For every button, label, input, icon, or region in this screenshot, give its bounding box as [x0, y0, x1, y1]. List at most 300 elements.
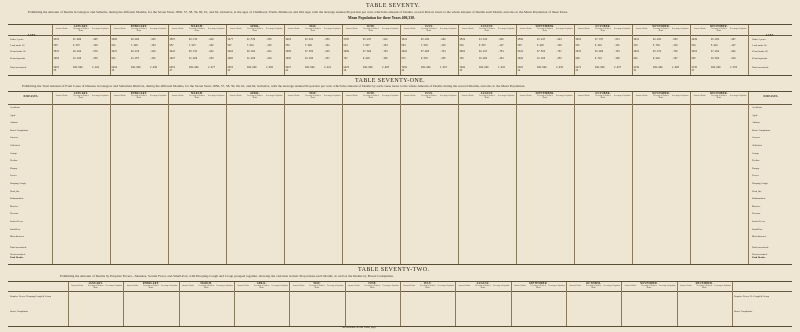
table-cell: 25 — [53, 69, 57, 72]
table-cell: 38·817 — [478, 50, 488, 54]
column-subheader: Per-centage to Population. — [613, 96, 631, 97]
table-cell: ·856 — [266, 38, 272, 41]
table-seventy — [8, 24, 792, 76]
table-cell: 3705 — [343, 38, 350, 41]
column-divider — [732, 282, 733, 326]
column-divider — [345, 282, 346, 326]
table-cell: 6·806 — [536, 44, 544, 48]
column-subheader: Per-centage to Population. — [613, 29, 631, 30]
table-cell: 45·047 — [362, 38, 372, 41]
column-divider — [52, 92, 53, 264]
table-cell: ·895 — [92, 38, 98, 41]
table-cell: 100·000 — [710, 65, 721, 69]
table-cell: ·767 — [556, 50, 562, 54]
table-cell: 10·003 — [478, 56, 488, 60]
footnote: * See Remarks on this Table, page — [340, 326, 376, 329]
disease-label-right: Dropsy. — [752, 166, 760, 170]
table-cell: 12·383 — [536, 56, 546, 60]
row-label-right: 5 and under 20. — [752, 44, 767, 48]
column-subheader: Amount of Deaths. — [624, 286, 637, 287]
table-cell: 15 — [111, 69, 115, 72]
table-cell: 23 — [227, 69, 231, 72]
column-subheader: Per-centage to Population. — [161, 286, 178, 287]
month-header: SEPTEMBER. — [535, 92, 555, 95]
table-cell: 46·034 — [420, 38, 430, 41]
column-subheader: Per-centage to Deaths in Month. — [479, 96, 495, 99]
table-cell: 2·043 — [556, 65, 564, 69]
table-cell: ·199 — [614, 56, 620, 60]
table-cell: ·811 — [266, 50, 272, 54]
table-cell: ·733 — [614, 50, 620, 54]
table-cell: 621 — [111, 44, 116, 48]
column-subheader: Per-centage to Population. — [437, 286, 455, 287]
column-subheader: Per-centage to Deaths in Month. — [189, 29, 205, 32]
month-header: NOVEMBER. — [652, 25, 670, 28]
column-subheader: Per-centage to Population. — [603, 286, 621, 287]
table-cell: 100·000 — [72, 65, 83, 69]
table-cell: 3883 — [285, 38, 292, 41]
row-label: Bowel Complaints — [10, 310, 28, 313]
table-cell: ·956 — [324, 38, 330, 41]
column-subheader: Per-centage to Deaths in Month. — [73, 96, 89, 99]
column-subheader: Per-centage to Deaths in Month. — [537, 29, 553, 32]
table-cell: 48·031 — [652, 38, 662, 41]
column-subheader: Per-centage to Deaths in Month. — [87, 286, 104, 289]
table-cell: ·866 — [498, 38, 504, 41]
column-subheader: Per-centage to Population. — [327, 286, 344, 287]
column-divider — [400, 282, 401, 326]
month-header: JULY. — [425, 92, 433, 95]
table-cell: 7·587 — [362, 44, 370, 48]
table-cell: 3327 — [111, 50, 118, 54]
column-divider — [123, 282, 124, 326]
column-subheader: Amount of Deaths. — [287, 96, 300, 97]
table-cell: 659 — [285, 44, 290, 48]
column-subheader: Amount of Deaths. — [577, 29, 590, 30]
table-cell: 1006 — [227, 56, 234, 60]
column-subheader: Per-centage to Deaths in Month. — [475, 286, 491, 289]
table-cell: 2·221 — [324, 65, 332, 69]
row-label-right: Bowel Complaints. — [734, 310, 753, 313]
table-cell: 3477 — [227, 38, 234, 41]
month-header: SEPTEMBER. — [528, 282, 548, 285]
table-cell: 100·000 — [246, 65, 257, 69]
table-cell: 2978 — [575, 50, 582, 54]
table-cell: 2·182 — [92, 65, 100, 69]
disease-label-right: Hooping-Cough. — [752, 182, 769, 185]
column-divider — [400, 92, 401, 264]
table-cell: 6·376 — [72, 44, 80, 48]
table-seventy-two — [8, 281, 792, 327]
month-header: JUNE. — [368, 282, 377, 285]
table-cell: 47·797 — [594, 38, 604, 41]
column-subheader: Per-centage to Deaths in Month. — [131, 96, 147, 99]
column-subheader: Per-centage to Population. — [382, 286, 400, 287]
column-divider — [226, 92, 227, 264]
table-cell: 4049 — [691, 38, 698, 41]
table-cell: 37·564 — [536, 50, 546, 54]
column-subheader: Per-centage to Deaths in Month. — [73, 29, 89, 32]
row-label-right: 20 and under 60. — [752, 50, 769, 54]
table-cell: 2·060 — [266, 65, 274, 69]
table-cell: ·232 — [150, 56, 156, 60]
month-header: JUNE. — [366, 92, 376, 95]
disease-label: Fevers. — [10, 174, 17, 178]
month-header: FEBRUARY. — [130, 25, 148, 28]
column-subheader: Per-centage to Deaths in Month. — [585, 286, 602, 289]
column-subheader: Per-centage to Population. — [729, 29, 747, 30]
table-cell: ·820 — [208, 38, 214, 41]
disease-label-right: Small-Pox. — [752, 227, 763, 231]
column-subheader: Per-centage to Deaths in Month. — [421, 29, 437, 32]
table-cell: 40·288 — [72, 50, 82, 54]
table-cell: 40·163 — [130, 50, 140, 54]
total-label-right: Total Deaths. — [752, 256, 766, 259]
column-subheader: Amount of Deaths. — [347, 286, 360, 287]
column-subheader: Per-centage to Population. — [271, 286, 289, 287]
table-cell: 1·937 — [440, 65, 448, 69]
month-header: APRIL. — [250, 92, 260, 95]
column-divider — [284, 92, 285, 264]
table-cell: 8861 — [53, 65, 60, 69]
column-divider — [516, 92, 517, 264]
table-cell: 8·532 — [420, 56, 428, 60]
disease-label-right: Cancers. — [752, 136, 761, 140]
table-cell: 8301 — [517, 65, 524, 69]
column-divider — [748, 92, 749, 264]
column-subheader: Amount of Deaths. — [113, 29, 126, 30]
column-divider — [289, 282, 290, 326]
month-header: FEBRUARY. — [142, 282, 160, 285]
disease-label: Miscellaneous. — [10, 235, 25, 239]
table-cell: 624 — [343, 44, 348, 48]
table-cell: 3954 — [575, 38, 582, 41]
disease-label: Aged. — [10, 113, 16, 117]
table-cell: ·836 — [324, 50, 330, 54]
table-seventy-two-caption: Exhibiting the Amount of Deaths by Eruptive Fevers—Measles, Scarlet Fever, and Small-Pox; with Hooping-Cough and Croup grouped together, showing the variation in their Proportions each Month; as well as the Deaths by Bowel Complaints. — [60, 274, 394, 278]
table-seventy-one-caption: Exhibiting the Total Amount of Fatal Cases of Disease in Glasgow and Suburban Districts, during the different Months, for the Seven Years 1856, 57, 58, 59, 60, 61, and 62, inclusive, with the Average Annual Proportion per cent. which the amount of Deaths by each cause bears to the whole Amount of Deaths during the several Months, and also to the Mean Population. — [22, 84, 526, 88]
disease-label: Scarlet Fever. — [10, 220, 24, 223]
column-subheader: Per-centage to Deaths in Month. — [419, 286, 436, 289]
column-divider — [179, 282, 180, 326]
column-subheader: Per-centage to Population. — [149, 29, 167, 30]
month-header: MAY. — [309, 92, 317, 95]
table-cell: 2·153 — [730, 65, 738, 69]
column-subheader: Per-centage to Deaths in Month. — [247, 29, 263, 32]
table-cell: 809 — [575, 56, 580, 60]
column-divider — [511, 282, 512, 326]
column-subheader: Per-centage to Deaths in Month. — [131, 29, 147, 32]
disease-label-right: Bowel Complaints. — [752, 128, 771, 132]
column-subheader: Amount of Deaths. — [693, 96, 706, 97]
column-subheader: Amount of Deaths. — [287, 29, 300, 30]
row-label-right: 60 and upwards. — [752, 56, 768, 60]
month-header: JANUARY. — [73, 25, 89, 28]
column-subheader: Amount of Deaths. — [519, 96, 532, 97]
table-cell: 44·613 — [478, 38, 488, 41]
table-cell: ·912 — [382, 38, 388, 41]
column-subheader: Per-centage to Population. — [149, 96, 167, 97]
month-header: MARCH. — [191, 92, 203, 95]
column-subheader: Amount of Deaths. — [71, 286, 84, 287]
table-cell: 9·829 — [652, 56, 660, 60]
table-cell: 10·583 — [710, 56, 720, 60]
table-cell: ·196 — [382, 56, 388, 60]
table-cell: 2·037 — [614, 65, 622, 69]
table-cell: 37·885 — [420, 50, 430, 54]
column-subheader: Per-centage to Deaths in Month. — [247, 96, 263, 99]
table-cell: 531 — [575, 44, 580, 48]
column-subheader: Per-centage to Deaths in Month. — [309, 286, 325, 289]
table-cell: 3519 — [459, 38, 466, 41]
month-header: OCTOBER. — [595, 25, 611, 28]
row-label: 5 and under 20 — [10, 44, 25, 48]
column-subheader: Amount of Deaths. — [181, 286, 194, 287]
table-cell: 43·247 — [536, 38, 546, 41]
table-cell: ·153 — [150, 44, 156, 48]
row-label: Under 5 years — [10, 38, 24, 41]
table-cell: 3294 — [227, 50, 234, 54]
column-subheader: Per-centage to Deaths in Month. — [363, 96, 379, 99]
disease-label: Child-bed. — [10, 144, 21, 147]
table-cell: ·754 — [498, 50, 504, 54]
table-cell: ·139 — [92, 44, 98, 48]
table-cell: ·836 — [150, 38, 156, 41]
column-subheader: Per-centage to Population. — [207, 96, 225, 97]
row-label: 20 and under 60 — [10, 50, 26, 54]
month-header: MARCH. — [191, 25, 203, 28]
column-subheader: Per-centage to Population. — [439, 29, 457, 30]
column-subheader: Per-centage to Population. — [265, 29, 283, 30]
table-cell: 23 — [575, 69, 579, 72]
disease-label-right: Fevers. — [752, 174, 759, 178]
column-subheader: Per-centage to Deaths in Month. — [421, 96, 437, 99]
table-cell: 7·496 — [130, 44, 138, 48]
column-subheader: Per-centage to Population. — [91, 96, 109, 97]
table-cell: 100·000 — [130, 65, 141, 69]
column-subheader: Amount of Deaths. — [171, 29, 184, 30]
table-cell: ·127 — [498, 44, 504, 48]
month-header: APRIL. — [250, 25, 260, 28]
table-cell: ·892 — [440, 38, 446, 41]
table-seventy-heading: TABLE SEVENTY. — [366, 3, 421, 9]
table-cell: 9027 — [285, 65, 292, 69]
table-cell: 100·000 — [420, 65, 431, 69]
table-cell: ·974 — [614, 38, 620, 41]
table-cell: ·763 — [382, 50, 388, 54]
table-cell: 2·005 — [672, 65, 680, 69]
column-subheader: Per-centage to Population. — [548, 286, 566, 287]
table-cell: 6·419 — [594, 44, 602, 48]
table-cell: 797 — [343, 56, 348, 60]
column-divider — [234, 282, 235, 326]
table-cell: 100·000 — [536, 65, 547, 69]
table-cell: 43·014 — [304, 38, 314, 41]
table-cell: 3422 — [169, 50, 176, 54]
column-subheader: Per-centage to Population. — [497, 29, 515, 30]
table-cell: 39·383 — [246, 50, 256, 54]
column-subheader: Amount of Deaths. — [345, 96, 358, 97]
table-cell: 37·680 — [362, 50, 372, 54]
table-cell: 8364 — [227, 65, 234, 69]
column-subheader: Per-centage to Population. — [714, 286, 732, 287]
column-subheader: Amount of Deaths. — [171, 96, 184, 97]
table-cell: 7·300 — [304, 44, 312, 48]
column-subheader: Per-centage to Population. — [216, 286, 234, 287]
table-cell: 941 — [111, 56, 116, 60]
column-subheader: Per-centage to Deaths in Month. — [305, 29, 321, 32]
diseases-label-right: DISEASES. — [763, 95, 779, 98]
table-cell: 27 — [691, 69, 695, 72]
table-seventy-two-heading: TABLE SEVENTY-TWO. — [358, 267, 430, 273]
month-header: FEBRUARY. — [130, 92, 148, 95]
table-cell: 100·000 — [188, 65, 199, 69]
table-cell: 41·000 — [72, 38, 82, 41]
table-cell: ·154 — [382, 44, 388, 48]
column-subheader: Amount of Deaths. — [679, 286, 692, 287]
table-seventy-subheading: Mean Population for these Years 406,330. — [348, 16, 415, 20]
table-cell: 100·000 — [304, 65, 315, 69]
month-header: OCTOBER. — [586, 282, 602, 285]
table-cell: 3254 — [691, 50, 698, 54]
disease-label-right: Head, &c. — [752, 189, 762, 193]
disease-label: Measles. — [10, 204, 19, 208]
column-subheader: Per-centage to Deaths in Month. — [696, 286, 713, 289]
table-cell: 657 — [169, 44, 174, 48]
table-cell: 21 — [285, 69, 289, 72]
column-subheader: Per-centage to Deaths in Month. — [595, 96, 611, 99]
disease-label: Asthma. — [10, 121, 19, 125]
column-divider — [110, 92, 111, 264]
column-subheader: Per-centage to Population. — [91, 29, 109, 30]
table-cell: ·248 — [266, 56, 272, 60]
table-cell: 2·077 — [208, 65, 216, 69]
table-cell: 36·000 — [594, 50, 604, 54]
month-header: JANUARY. — [88, 282, 103, 285]
table-cell: ·801 — [730, 50, 736, 54]
table-cell: 46·293 — [710, 38, 720, 41]
table-cell: ·162 — [208, 44, 214, 48]
row-label-right: Eruptive Fevers. H.-Cough & Croup — [734, 295, 769, 298]
column-subheader: Amount of Deaths. — [635, 96, 648, 97]
row-label-right: Total ascertained. — [752, 65, 769, 69]
table-cell: 3622 — [401, 38, 408, 41]
table-cell: 1027 — [169, 56, 176, 60]
column-subheader: Per-centage to Population. — [671, 96, 689, 97]
table-cell: 3395 — [111, 38, 118, 41]
table-seventy-one-heading: TABLE SEVENTY-ONE. — [355, 78, 426, 84]
disease-label: Head, &c. — [10, 189, 20, 193]
table-cell: 100·000 — [652, 65, 663, 69]
table-cell: 9·784 — [594, 56, 602, 60]
table-cell: 11·929 — [188, 56, 198, 60]
month-header: MAY. — [313, 282, 321, 285]
disease-label-right: Total ascertained. — [752, 245, 769, 249]
column-subheader: Per-centage to Deaths in Month. — [641, 286, 657, 289]
disease-label: Inflammation. — [10, 197, 24, 201]
table-cell: ·139 — [556, 44, 562, 48]
table-cell: 5·768 — [652, 44, 660, 48]
row-label: 60 and upwards — [10, 56, 26, 60]
month-header: OCTOBER. — [595, 92, 611, 95]
table-cell: 2·040 — [150, 65, 158, 69]
table-cell: 518 — [459, 44, 464, 48]
column-subheader: Per-centage to Population. — [381, 29, 399, 30]
table-cell: 27 — [169, 69, 173, 72]
disease-label-right: Scarlet Fever. — [752, 220, 766, 223]
table-cell: 41·570 — [246, 38, 256, 41]
table-cell: 3062 — [459, 50, 466, 54]
table-cell: 2964 — [633, 50, 640, 54]
disease-label-right: Aged. — [752, 113, 758, 117]
table-cell: 7·549 — [420, 44, 428, 48]
column-subheader: Per-centage to Population. — [555, 96, 573, 97]
table-cell: 2981 — [401, 50, 408, 54]
column-subheader: Per-centage to Population. — [729, 96, 747, 97]
table-cell: ·145 — [266, 44, 272, 48]
column-subheader: Amount of Deaths. — [113, 96, 126, 97]
column-subheader: Amount of Deaths. — [292, 286, 305, 287]
table-cell: 1·941 — [498, 65, 506, 69]
column-subheader: Amount of Deaths. — [345, 29, 358, 30]
table-cell: 587 — [227, 44, 232, 48]
month-header: MARCH. — [200, 282, 213, 285]
total-label: Total Deaths. — [10, 256, 24, 259]
table-cell: 925 — [691, 56, 696, 60]
month-header: MAY. — [309, 25, 317, 28]
disease-label-right: Child-bed. — [752, 144, 763, 147]
table-cell: 5·922 — [710, 44, 718, 48]
column-subheader: Per-centage to Population. — [381, 96, 399, 97]
disease-label-right: Accidents. — [752, 106, 763, 109]
disease-label: Decline. — [10, 159, 19, 163]
table-seventy-caption: Exhibiting the Amount of Deaths in Glasgow and Suburbs, during the different Months, for the Seven Years 1856, 57, 58, 59, 60, 61, and 62, inclusive, at the ages of Childhood, Youth, Manhood, and Old Age; with the Average Annual Proportion per cent, which the amount of Deaths, at each Period, bears to the whole amount of Deaths each Month, and also to the Mean Population of these Years. — [28, 10, 568, 14]
table-cell: 3099 — [343, 50, 350, 54]
column-subheader: Per-centage to Population. — [671, 29, 689, 30]
column-divider — [690, 92, 691, 264]
disease-label: Accidents. — [10, 106, 21, 109]
table-cell: 1093 — [53, 56, 60, 60]
table-cell: 8746 — [691, 65, 698, 69]
column-subheader: Amount of Deaths. — [229, 96, 242, 97]
table-cell: 789 — [459, 56, 464, 60]
month-header: JANUARY. — [73, 92, 89, 95]
column-divider — [677, 282, 678, 326]
month-header: AUGUST. — [476, 282, 490, 285]
disease-label-right: Nervous. — [752, 212, 761, 216]
table-cell: ·729 — [672, 50, 678, 54]
column-subheader: Amount of Deaths. — [458, 286, 471, 287]
table-cell: 3590 — [517, 38, 524, 41]
column-divider — [748, 25, 749, 75]
month-header: NOVEMBER. — [640, 282, 658, 285]
table-cell: ·194 — [498, 56, 504, 60]
diseases-label: DISEASES. — [23, 95, 39, 98]
column-divider — [68, 282, 69, 326]
table-cell: 3914 — [633, 38, 640, 41]
column-subheader: Per-centage to Population. — [493, 286, 510, 287]
month-header: SEPTEMBER. — [535, 25, 555, 28]
month-header: DECEMBER. — [710, 25, 728, 28]
table-cell: 565 — [517, 44, 522, 48]
disease-label: Total ascertained. — [10, 245, 27, 249]
table-cell: 12·336 — [72, 56, 82, 60]
table-cell: ·253 — [556, 56, 562, 60]
column-subheader: Amount of Deaths. — [55, 96, 68, 97]
disease-label: Cramp. — [10, 151, 18, 155]
disease-label-right: Miscellaneous. — [752, 235, 767, 239]
table-cell: 3633 — [53, 38, 60, 41]
